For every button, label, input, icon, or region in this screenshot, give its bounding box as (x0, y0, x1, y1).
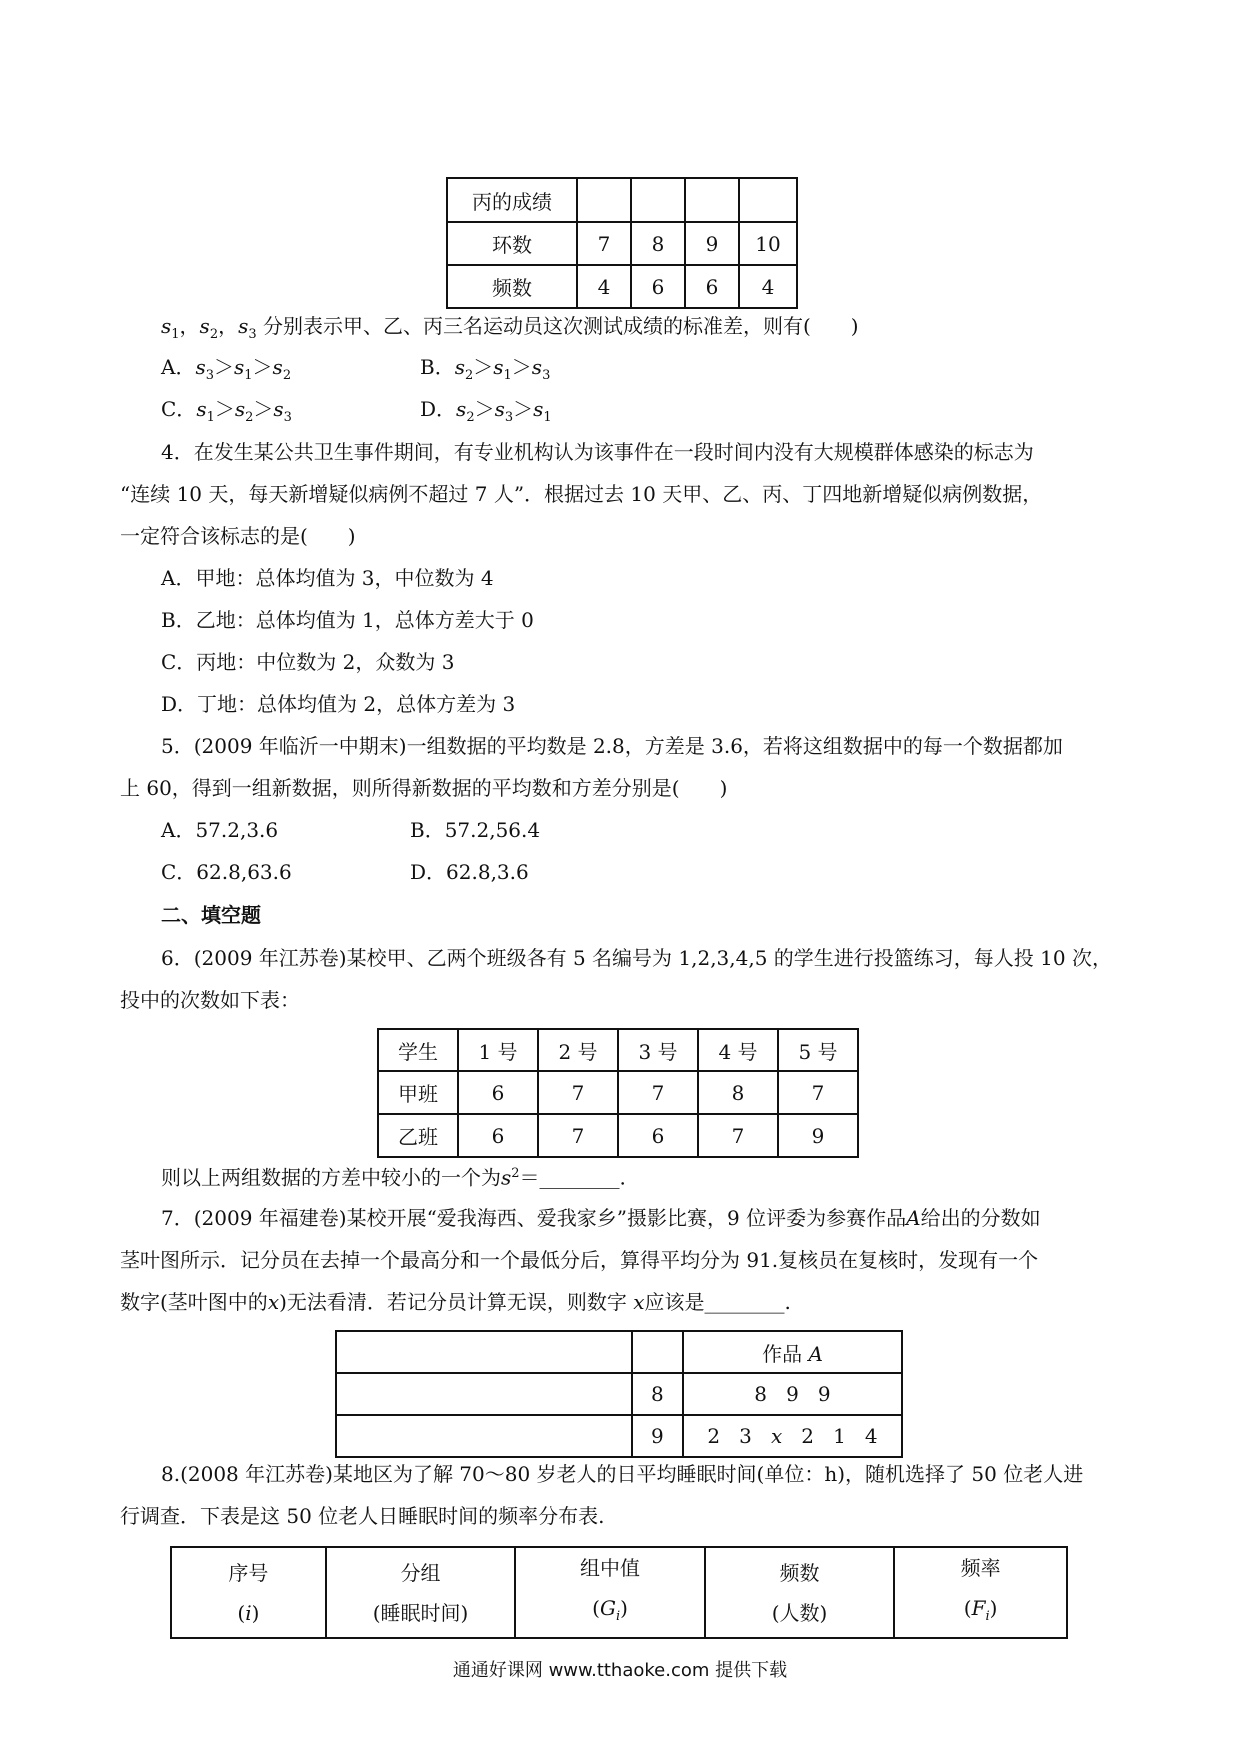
table-cell: 7 (618, 1071, 698, 1114)
table-cell: 甲班 (378, 1071, 458, 1114)
q7-line-3: 数字(茎叶图中的x)无法看清．若记分员计算无误，则数字 x应该是________. (120, 1290, 791, 1314)
q5-option-c: C．62.8,63.6 (161, 860, 292, 884)
q3-option-b: B．$s_2>s_1>s_3$ (420, 355, 551, 383)
q5-option-a: A．57.2,3.6 (161, 818, 279, 842)
table-header-cell: 频率 $(F_i)$ (894, 1547, 1067, 1638)
page-footer: 通通好课网 www.tthaoke.com 提供下载 (452, 1660, 788, 1681)
table-header-cell: 分组 (睡眠时间) (326, 1547, 515, 1638)
table-cell: 6 (631, 265, 685, 308)
table-cell: 频数 (447, 265, 577, 308)
stem-value: 8 (632, 1373, 683, 1415)
q4-option-a: A．甲地：总体均值为 3，中位数为 4 (161, 566, 494, 590)
table-cell: 10 (739, 222, 797, 265)
stem-leaf-header: 作品 A (683, 1331, 902, 1373)
table-cell: 6 (685, 265, 739, 308)
q8-frequency-table (170, 1546, 1068, 1639)
q4-option-b: B．乙地：总体均值为 1，总体方差大于 0 (161, 608, 534, 632)
q3-option-a: A．$s_3>s_1>s_2$ (161, 355, 292, 383)
table-header-cell: 频数 (人数) (705, 1547, 894, 1638)
q4-option-c: C．丙地：中位数为 2，众数为 3 (161, 650, 455, 674)
table-cell: 4 (577, 265, 631, 308)
q3-option-c: C．$s_1>s_2>s_3$ (161, 397, 292, 425)
q6-table (377, 1028, 859, 1158)
stem-leaf-table (335, 1330, 903, 1458)
table-header-cell: 2 号 (538, 1029, 618, 1071)
leaf-values: 8 9 9 (683, 1373, 902, 1415)
table-cell: 8 (698, 1071, 778, 1114)
table-header-cell: 1 号 (458, 1029, 538, 1071)
table-cell: 环数 (447, 222, 577, 265)
table-cell: 8 (631, 222, 685, 265)
table-cell: 7 (778, 1071, 858, 1114)
table-header-cell: 序号 (i) (171, 1547, 326, 1638)
q4-option-d: D．丁地：总体均值为 2，总体方差为 3 (161, 692, 516, 716)
table-header-cell: 4 号 (698, 1029, 778, 1071)
q8-line-1: 8.(2008 年江苏卷)某地区为了解 70～80 岁老人的日平均睡眠时间(单位：h)，随机选择了 50 位老人进 (161, 1462, 1084, 1486)
table-cell (631, 178, 685, 222)
q4-line-1: 4．在发生某公共卫生事件期间，有专业机构认为该事件在一段时间内没有大规模群体感染的标志为 (161, 440, 1034, 464)
table-cell: 丙的成绩 (447, 178, 577, 222)
table-cell (739, 178, 797, 222)
stem-leaf-blank-cell (632, 1331, 683, 1373)
table-cell: 4 (739, 265, 797, 308)
q5-line-1: 5．(2009 年临沂一中期末)一组数据的平均数是 2.8，方差是 3.6，若将这组数据中的每一个数据都加 (161, 734, 1063, 758)
stem-leaf-blank-cell (336, 1331, 632, 1373)
table-cell: 9 (778, 1114, 858, 1157)
q6-line-2: 投中的次数如下表： (120, 988, 300, 1012)
table-cell: 乙班 (378, 1114, 458, 1157)
q6-answer-line: 则以上两组数据的方差中较小的一个为$s^2=\_\_\_\_\_\_\_\_$. (161, 1165, 626, 1190)
q5-line-2: 上 60，得到一组新数据，则所得新数据的平均数和方差分别是( ) (120, 776, 728, 800)
table-cell (577, 178, 631, 222)
section-title: 二、填空题 (161, 903, 261, 927)
table-header-cell: 学生 (378, 1029, 458, 1071)
stem-leaf-blank-cell (336, 1415, 632, 1457)
q8-line-2: 行调查．下表是这 50 位老人日睡眠时间的频率分布表. (120, 1504, 605, 1528)
table-cell: 9 (685, 222, 739, 265)
table-cell: 6 (618, 1114, 698, 1157)
q3-option-d: D．$s_2>s_3>s_1$ (420, 397, 552, 425)
table-cell: 7 (538, 1114, 618, 1157)
table-cell: 7 (538, 1071, 618, 1114)
q5-option-d: D．62.8,3.6 (410, 860, 529, 884)
table-cell: 7 (577, 222, 631, 265)
table-cell: 6 (458, 1071, 538, 1114)
table-header-cell: 5 号 (778, 1029, 858, 1071)
stem-value: 9 (632, 1415, 683, 1457)
table-header-cell: 3 号 (618, 1029, 698, 1071)
q3-stem: $s_1$，$s_2$，$s_3$ 分别表示甲、乙、丙三名运动员这次测试成绩的标准差，则有( ) (161, 314, 859, 342)
stem-leaf-blank-cell (336, 1373, 632, 1415)
q7-line-1: 7．(2009 年福建卷)某校开展“爱我海西、爱我家乡”摄影比赛，9 位评委为参赛作品A给出的分数如 (161, 1206, 1041, 1230)
q6-line-1: 6．(2009 年江苏卷)某校甲、乙两个班级各有 5 名编号为 1,2,3,4,5 的学生进行投篮练习，每人投 10 次， (161, 946, 1112, 970)
q4-line-2: “连续 10 天，每天新增疑似病例不超过 7 人”．根据过去 10 天甲、乙、丙、丁四地新增疑似病例数据， (120, 482, 1043, 506)
table-cell: 6 (458, 1114, 538, 1157)
q4-line-3: 一定符合该标志的是( ) (120, 524, 356, 548)
leaf-values: 2 3 x 2 1 4 (683, 1415, 902, 1457)
q7-line-2: 茎叶图所示．记分员在去掉一个最高分和一个最低分后，算得平均分为 91.复核员在复核时，发现有一个 (120, 1248, 1039, 1272)
q5-option-b: B．57.2,56.4 (410, 818, 541, 842)
table-header-cell: 组中值 $(G_i)$ (515, 1547, 705, 1638)
table-cell (685, 178, 739, 222)
table-cell: 7 (698, 1114, 778, 1157)
table-bing-scores (446, 177, 798, 309)
